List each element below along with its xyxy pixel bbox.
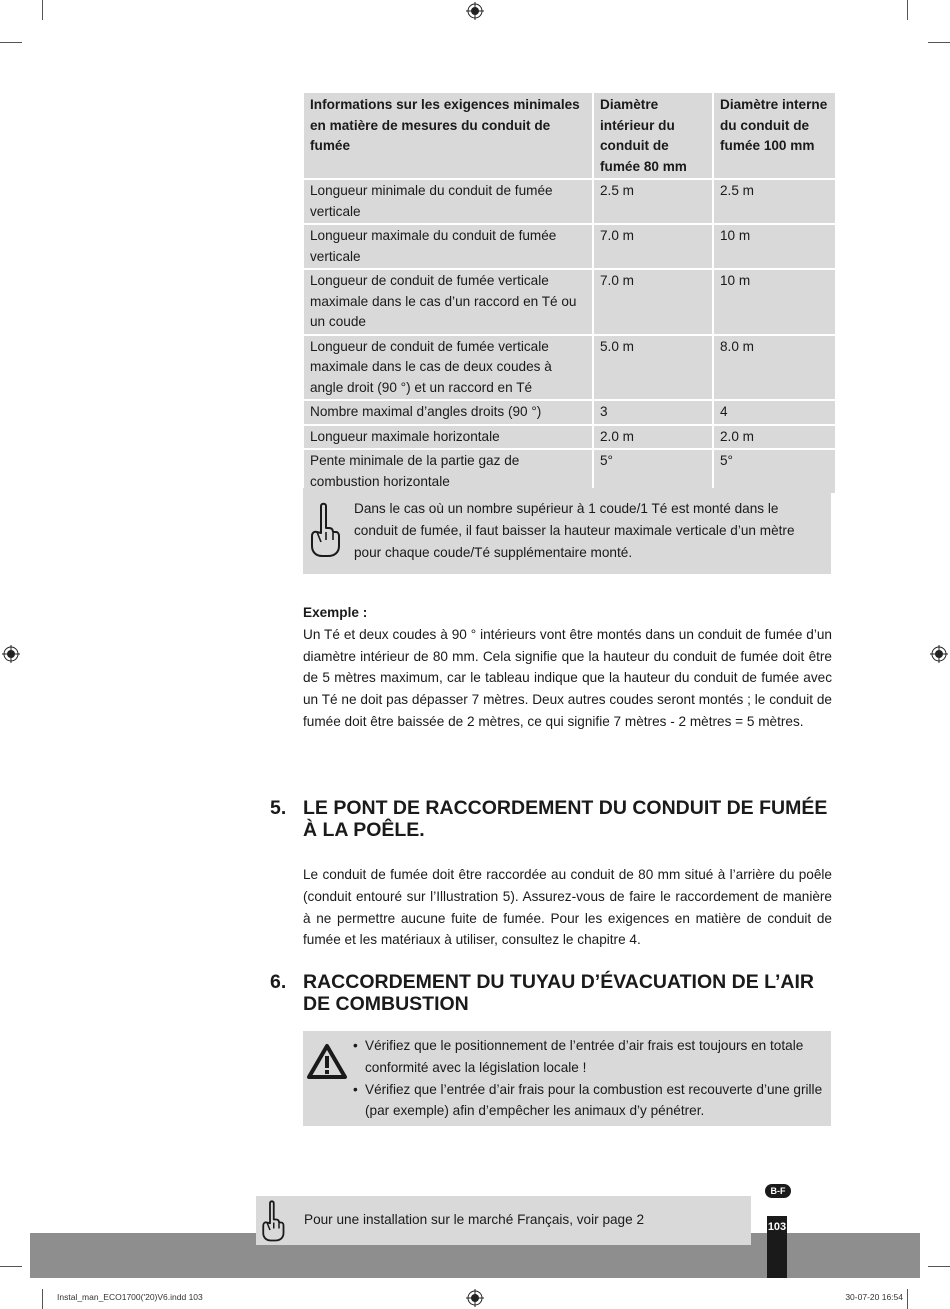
pointing-hand-icon	[309, 502, 341, 558]
table-header-row	[304, 93, 835, 180]
footer-note	[256, 1196, 751, 1245]
crop-mark	[0, 42, 22, 43]
table-header-cell: Diamètre interne du conduit de fumée 100 mm	[714, 93, 835, 180]
table-cell: 2.0 m	[594, 426, 714, 451]
table-cell: Longueur maximale horizontale	[304, 426, 594, 451]
table-cell: 2.5 m	[714, 180, 835, 225]
table-row	[304, 225, 835, 270]
table-cell: 5°	[714, 450, 835, 493]
section-title: RACCORDEMENT DU TUYAU D’ÉVACUATION DE L’AIR DE COMBUSTION	[303, 971, 814, 1015]
example-block	[303, 602, 832, 733]
page-number: 103	[767, 1221, 787, 1233]
table-row	[304, 336, 835, 402]
table-cell: 3	[594, 401, 714, 426]
section-title: LE PONT DE RACCORDEMENT DU CONDUIT DE FUMÉE À LA POÊLE.	[303, 797, 828, 841]
table-header-cell: Diamètre intérieur du conduit de fumée 80 mm	[594, 93, 714, 180]
table-cell: Longueur de conduit de fumée verticale maximale dans le cas d’un raccord en Té ou un coude	[304, 270, 594, 336]
registration-mark-icon	[2, 645, 20, 663]
table-cell: 4	[714, 401, 835, 426]
table-cell: Longueur minimale du conduit de fumée verticale	[304, 180, 594, 225]
table-cell: Longueur maximale du conduit de fumée verticale	[304, 225, 594, 270]
example-title: Exemple :	[303, 605, 368, 620]
table-row	[304, 426, 835, 451]
flue-requirements-table	[304, 93, 835, 493]
list-item: • Vérifiez que le positionnement de l’entrée d’air frais est toujours en totale conformité avec la législation locale !	[353, 1035, 831, 1079]
table-cell: Nombre maximal d’angles droits (90 °)	[304, 401, 594, 426]
list-item: • Vérifiez que l’entrée d’air frais pour la combustion est recouverte d’une grille (par exemple) afin d’empêcher les animaux d’y pénétrer.	[353, 1079, 831, 1123]
table-cell: Longueur de conduit de fumée verticale maximale dans le cas de deux coudes à angle droit (90 °) et un raccord en Té	[304, 336, 594, 402]
registration-mark-icon	[466, 2, 484, 20]
table-cell: 2.0 m	[714, 426, 835, 451]
table-row	[304, 270, 835, 336]
registration-mark-icon	[930, 645, 948, 663]
crop-mark	[928, 1266, 950, 1267]
table-row	[304, 180, 835, 225]
section-5-body: Le conduit de fumée doit être raccordée au conduit de 80 mm situé à l’arrière du poêle (conduit entouré sur l’Illustration 5). Assurez-vous de faire le raccordement de manière à ne permettre aucune fuite de fumée. Pour les exigences en matière de conduit de fumée et les matériaux à utiliser, consultez le chapitre 4.	[303, 867, 832, 948]
warning-list	[353, 1035, 831, 1122]
footer-note-text: Pour une installation sur le marché Français, voir page 2	[304, 1212, 645, 1227]
warning-triangle-icon	[306, 1043, 348, 1081]
table-row	[304, 450, 835, 493]
language-badge: B-F	[765, 1184, 791, 1198]
crop-mark	[42, 1289, 43, 1309]
table-cell: 5°	[594, 450, 714, 493]
pointing-hand-icon	[260, 1200, 286, 1242]
crop-mark	[928, 42, 950, 43]
table-cell: 7.0 m	[594, 225, 714, 270]
slug-left: Instal_man_ECO1700('20)V6.indd 103	[57, 1292, 203, 1302]
section-number: 5.	[270, 797, 287, 819]
table-cell: Pente minimale de la partie gaz de combustion horizontale	[304, 450, 594, 493]
section-number: 6.	[270, 971, 287, 993]
table-cell: 10 m	[714, 225, 835, 270]
table-cell: 10 m	[714, 270, 835, 336]
example-body: Un Té et deux coudes à 90 ° intérieurs vont être montés dans un conduit de fumée d’un diamètre intérieur de 80 mm. Cela signifie que la hauteur du conduit de fumée doit être de 5 mètres maximum, car le tableau indique que la hauteur du conduit de fumée avec un Té ne doit pas dépasser 7 mètres. Deux autres coudes seront montés ; le conduit de fumée doit être baissée de 2 mètres, ce qui signifie 7 mètres - 2 mètres = 5 mètres.	[303, 626, 832, 729]
crop-mark	[907, 1289, 908, 1309]
crop-mark	[907, 0, 908, 20]
table-cell: 2.5 m	[594, 180, 714, 225]
slug-right: 30-07-20 16:54	[845, 1292, 903, 1302]
table-row	[304, 401, 835, 426]
table-cell: 7.0 m	[594, 270, 714, 336]
crop-mark	[0, 1266, 22, 1267]
table-cell: 8.0 m	[714, 336, 835, 402]
warning-box	[303, 1031, 831, 1126]
note-box	[303, 488, 831, 574]
crop-mark	[42, 0, 43, 20]
registration-mark-icon	[466, 1289, 484, 1307]
table-header-cell: Informations sur les exigences minimales en matière de mesures du conduit de fumée	[304, 93, 594, 180]
note-text: Dans le cas où un nombre supérieur à 1 coude/1 Té est monté dans le conduit de fumée, il faut baisser la hauteur maximale verticale d’un mètre pour chaque coude/Té supplémentaire monté.	[354, 501, 795, 560]
table-cell: 5.0 m	[594, 336, 714, 402]
